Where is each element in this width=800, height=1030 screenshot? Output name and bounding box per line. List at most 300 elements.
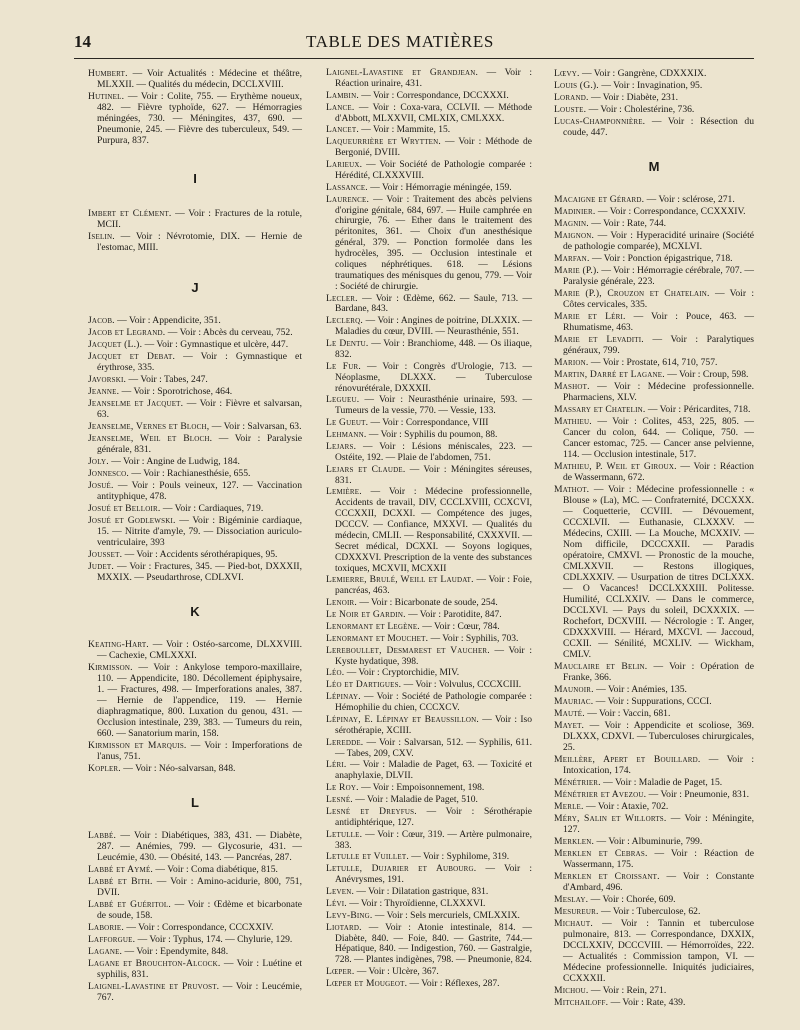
entry-references: — Voir : Hémorragie méningée, 159. (367, 182, 512, 193)
entry-author: Léo et Dartigues. (326, 680, 402, 691)
index-entry (326, 646, 532, 668)
entry-references: — Voir : Œdème et bicarbonate de soude, 158. (97, 899, 302, 921)
entry-references: — Voir : Leucémie, 767. (97, 981, 302, 1003)
page-title: TABLE DES MATIÈRES (306, 32, 494, 51)
entry-references: — Voir : Diabétiques, 383, 431. — Diabète, 287. — Anémies, 799. — Glycosurie, 431. — Leucémie, 430. — Obésité, 143. — Pancréas, 287. (97, 830, 302, 863)
entry-author: Lenormant et Legène. (326, 621, 420, 632)
entry-author: Letulle, Dujarier et Aubourg. (326, 864, 477, 875)
entry-author: Léri. (326, 760, 347, 771)
index-entry (88, 231, 302, 253)
entry-author: Lœper et Mougeot. (326, 979, 408, 989)
index-entry (326, 830, 532, 852)
index-entry (554, 871, 754, 893)
index-entry (88, 208, 302, 230)
entry-references: — Voir : Salvarsan, 63. (209, 421, 302, 432)
entry-references: — Voir : Appendicite et scoliose, 369. DLXXX, CDXVI. — Tuberculoses chirurgicales, 25. (563, 720, 754, 753)
entry-author: Kopler. (88, 763, 121, 774)
entry-references: — Voir : Réflexes, 287. (407, 979, 500, 989)
entry-references: — Voir : Côtes cervicales, 335. (563, 288, 754, 310)
entry-author: Lejars. (326, 441, 357, 452)
index-entry (88, 549, 302, 560)
section-letter-i: I (193, 171, 197, 186)
index-entry (554, 985, 754, 996)
section-letter-l: L (191, 795, 199, 810)
index-entry (88, 386, 302, 397)
entry-references: — Voir : Ataxie, 702. (583, 801, 669, 812)
entry-references: — Voir : Pneumonie, 831. (646, 789, 750, 800)
entry-references: — Voir : Anémies, 135. (593, 684, 687, 695)
entry-author: Mauclaire et Belin. (554, 661, 648, 672)
column-left (88, 68, 302, 1004)
entry-references: — Voir : Volvulus, CCCXCIII. (401, 680, 522, 691)
entry-author: Lépinay. (326, 692, 361, 703)
entry-author: Maunoir. (554, 684, 594, 695)
index-entry (554, 461, 754, 483)
entry-references: — Voir : Mammite, 15. (358, 125, 451, 136)
index-entry (326, 160, 532, 182)
entry-author: Jacquet (L.). (88, 339, 143, 350)
index-entry (326, 864, 532, 886)
index-entry (88, 374, 302, 385)
index-entry (554, 801, 754, 812)
index-entry (554, 218, 754, 229)
entry-author: Lecler. (326, 293, 358, 304)
entry-references: — Voir : Vaccin, 681. (584, 708, 671, 719)
entry-references: — Voir : Branchiome, 448. — Os iliaque, 832. (335, 339, 532, 360)
index-entry (326, 125, 532, 136)
index-entry (554, 836, 754, 847)
index-entry (554, 416, 754, 460)
entry-references: — Voir : Croup, 598. (664, 369, 749, 380)
index-entry (88, 934, 302, 945)
section-letter-k: K (190, 604, 200, 619)
entry-references: — Voir : Rein, 271. (588, 985, 667, 996)
entry-references: — Voir : Coxa-vara, CCLVII. — Méthode d'Abbott, MLXXVII, CMLXIX, CMLXXX. (335, 102, 532, 124)
entry-author: Laignel-Lavastine et Grandjean. (326, 68, 479, 78)
index-entry (88, 398, 302, 420)
index-entry (554, 906, 754, 917)
entry-references: — Voir : Tabes, 247. (126, 374, 208, 385)
index-entry (326, 395, 532, 417)
entry-references: — Voir : Bicarbonate de soude, 254. (356, 598, 498, 609)
entry-references: — Voir : Correspondance, VIII (368, 418, 489, 429)
entry-references: — Voir : Opération de Franke, 366. (563, 661, 754, 683)
entry-references: — Voir : Pouce, 463. — Rhumatisme, 463. (563, 311, 755, 333)
index-entry (554, 997, 754, 1008)
index-entry (326, 967, 532, 978)
entry-references: — Voir : Ulcère, 367. (354, 967, 439, 978)
index-entry (326, 442, 532, 464)
entry-author: Marie (P.), Crouzon et Chatelain. (554, 288, 710, 299)
index-entry (554, 253, 754, 264)
entry-author: Mathieu, P. Weil et Giroux. (554, 461, 677, 472)
index-entry (88, 68, 302, 90)
entry-author: Laqueurrière et Wrytten. (326, 137, 441, 148)
entry-references: — Voir : Rate, 744. (588, 218, 667, 229)
entry-references: — Voir : Thyroïdienne, CLXXXVI. (346, 898, 486, 909)
entry-author: Letulle. (326, 829, 363, 840)
entry-references: — Voir : Fièvre et salvarsan, 63. (97, 398, 302, 420)
index-entry (88, 315, 302, 326)
index-entry (326, 362, 532, 395)
index-entry (326, 294, 532, 316)
index-entry (326, 979, 532, 990)
entry-author: Leven. (326, 887, 355, 897)
index-entry (88, 351, 302, 373)
entry-references: — Voir : Intoxication, 174. (563, 754, 754, 776)
entry-references: — Voir : Maladie de Paget, 63. — Toxicité et anaphylaxie, DLVII. (335, 760, 532, 782)
entry-references: — Voir : Chorée, 609. (588, 894, 676, 905)
entry-references: — Voir Société de Pathologie comparée : Hérédité, CLXXXVIII. (335, 160, 532, 181)
index-entry (554, 311, 754, 333)
index-entry (554, 68, 754, 79)
entry-references: — Voir : Suppurations, CCCI. (593, 696, 712, 707)
entry-references: — Voir : Syphilome, 319. (408, 852, 510, 863)
entry-references: — Voir : Luétine et syphilis, 831. (97, 958, 302, 980)
entry-author: Lancet. (326, 125, 359, 136)
index-entry (326, 783, 532, 794)
entry-references: — Voir : Angines de poitrine, DLXXIX. — Maladies du cœur, DVIII. — Neurasthénie, 551. (335, 316, 532, 338)
entry-references: — Voir : Traitement des abcès pelviens d'origine génitale, 684, 697. — Huile camphrée en chirurgie, 76. — Ether dans le traitement des péritonites, 361. — Choix d'un anesthésique général, 379. — Ponction formolée dans les hydrocèles, 395. — Occlusion intestinale et coliques néphrétiques. 618. — Lésions traumatiques des ménisques du genou, 779. — Voir : Société de chirurgie. (335, 194, 532, 292)
index-entry (326, 622, 532, 633)
entry-author: Mesureur. (554, 906, 599, 917)
entry-author: Marie et Levaditi. (554, 334, 644, 345)
entry-references: — Voir : Paralysie générale, 831. (97, 433, 302, 455)
entry-author: Lagane. (88, 946, 123, 957)
entry-references: — Voir : Coma diabétique, 815. (153, 864, 278, 875)
entry-author: Merklen et Cebras. (554, 848, 648, 859)
entry-references: — Voir : Anévrysmes, 191. (335, 864, 532, 886)
entry-references: — Voir : Cryptorchidie, MIV. (344, 668, 460, 679)
entry-author: Lesné. (326, 795, 353, 805)
index-entry (326, 807, 532, 829)
index-entry (88, 421, 302, 432)
index-entry (326, 668, 532, 679)
entry-references: — Voir : Correspondance, CCCXXIV. (123, 922, 274, 933)
index-entry (326, 465, 532, 487)
entry-author: Kirmisson. (88, 662, 133, 673)
entry-author: Mauriac. (554, 696, 594, 707)
entry-references: — Voir : Médecine professionnelle : « Blouse » (La), MC. — Confraternité, DCCXXX. — Coquetterie, CCVIII. — Dévouement, CCCXLVII. — Euthanasie, CLXXXV. — Médecins, CXIII. — La Mouche, MCXXIV. — Nom difficile, DCCCXXII. — Paradis opératoire, CMXVI. — Pronostic de la mouche, CMLXXVII. — Restons illogiques, CDLXXXIV. — Usurpation de titres DCLXXX. — O Vacances! DCCLXXXIII. Politesse. Humilité, CCLXXIV. — Dans le commerce, DCCLXVI. — Pays du soleil, DCXXXIX. — Rochefort, DCXVIII. — Nécrologie : T. Anger, CDXXXVIII. — Hérard, MXCVI. — Jaccoud, CCXII. — Sénilité, MCXLIV. — Wickham, CMLV. (563, 484, 754, 660)
index-entry (554, 484, 754, 660)
entry-author: Keating-Hart. (88, 639, 149, 650)
entry-references: — Voir : Tuberculose, 62. (598, 906, 701, 917)
index-entry (326, 598, 532, 609)
entry-author: Imbert et Clément. (88, 208, 172, 219)
entry-references: — Voir : Empoisonnement, 198. (358, 783, 485, 794)
entry-references: — Voir : Société de Pathologie comparée : Hémophilie du chien, CCCXCV. (335, 692, 532, 713)
entry-references: — Voir : Abcès du cerveau, 752. (165, 327, 293, 338)
entry-author: Leredde. (326, 737, 364, 748)
entry-author: Jeanselme et Jacquet. (88, 398, 184, 409)
entry-references: — Voir : Diabète, 231. (588, 92, 679, 103)
entry-references: — Voir : Amino-acidurie, 800, 751, DVII. (97, 876, 303, 898)
entry-author: Louis (G.). (554, 80, 599, 91)
entry-author: Mathot. (554, 484, 590, 495)
entry-references: — Voir : Ponction épigastrique, 718. (589, 253, 733, 264)
entry-references: — Voir : Sérothérapie antidiphtérique, 127. (335, 806, 532, 828)
entry-author: Josué. (88, 480, 114, 491)
entry-references: — Voir : Péricardites, 718. (645, 404, 751, 415)
entry-references: — Voir : Cardiaques, 719. (160, 503, 264, 514)
entry-author: Meslay. (554, 894, 589, 905)
index-entry (554, 369, 754, 380)
index-entry (554, 104, 754, 115)
entry-author: Liotard. (326, 922, 362, 933)
entry-references: — Voir : Kyste hydatique, 398. (335, 645, 532, 667)
entry-author: Lœvy. (554, 68, 580, 79)
index-entry (554, 813, 754, 835)
entry-references: — Voir : Ankylose temporo-maxillaire, 110. — Appendicite, 180. Décollement épiphysaire, 1. — Fractures, 498. — Imperforations anales, 387. — Hernie de l'appendice, 119. — Hernie diaphragmatique, 800. Luxation du genou, 431. — Occlusion intestinale, 239, 383. — Tumeurs du rein, 660. — Sanatorium marin, 158. (97, 662, 302, 739)
entry-author: Lœper. (326, 967, 355, 978)
entry-author: Magnin. (554, 218, 589, 229)
section-letter-j: J (191, 280, 199, 295)
entry-author: Josué et Belloir. (88, 503, 161, 514)
entry-references: — Voir : Méningite, 127. (563, 813, 754, 835)
entry-author: Letulle et Vuillet. (326, 852, 409, 863)
entry-author: Lesné et Dreyfus. (326, 806, 417, 817)
entry-references: — Voir : Lésions méniscales, 223. — Ostéite, 192. — Plaie de l'abdomen, 751. (335, 441, 532, 463)
entry-references: — Voir : Cœur, 319. — Artère pulmonaire, 383. (335, 829, 532, 851)
entry-author: Lafforgue. (88, 934, 136, 945)
entry-author: Maignon. (554, 230, 595, 241)
index-entry (326, 634, 532, 645)
entry-author: Ménétrier. (554, 777, 601, 788)
index-entry (88, 958, 302, 980)
index-entry (326, 418, 532, 429)
entry-references: — Voir : Sporotrichose, 464. (119, 386, 233, 397)
index-entry (88, 468, 302, 479)
entry-references: — Voir : Fractures, 345. — Pied-bot, DXXXII, MXXIX. — Pseudarthrose, CDLXVI. (97, 561, 302, 583)
index-entry (554, 720, 754, 753)
entry-references: — Voir : Syphilis du poumon, 88. (366, 430, 498, 440)
index-entry (554, 92, 754, 103)
entry-references: — Voir : sclérose, 271. (644, 194, 735, 205)
entry-references: — Voir : Néo-salvarsan, 848. (120, 763, 236, 774)
index-entry (326, 852, 532, 863)
entry-author: Le Gueut. (326, 418, 369, 429)
entry-references: — Voir : Gymnastique et érythrose, 335. (97, 351, 302, 373)
entry-author: Jeanselme, Vernes et Bloch, (88, 421, 210, 432)
index-entry (326, 610, 532, 621)
entry-references: — Voir : Réaction de Wassermann, 175. (563, 848, 754, 870)
index-entry (326, 316, 532, 338)
entry-author: Lereboullet, Desmarest et Vaucher. (326, 645, 490, 656)
index-entry (554, 777, 754, 788)
entry-references: — Voir : Appendicite, 351. (114, 315, 221, 326)
entry-references: — Voir : Rachianesthésie, 655. (129, 468, 251, 479)
index-entry (326, 430, 532, 441)
entry-references: — Voir : Iso sérothérapie, XCIII. (335, 714, 532, 736)
index-entry (88, 503, 302, 514)
index-entry (326, 923, 532, 967)
entry-author: Méry, Salin et Willorts. (554, 813, 667, 824)
entry-author: Merklen. (554, 836, 595, 847)
entry-author: Meillère, Apert et Bouillard. (554, 754, 701, 765)
entry-author: Lenoir. (326, 598, 357, 609)
entry-author: Humbert. (88, 68, 128, 79)
entry-author: Madinier. (554, 206, 596, 217)
entry-author: Mitchailoff. (554, 997, 609, 1008)
entry-author: Massary et Chatelin. (554, 404, 646, 415)
index-entry (88, 946, 302, 957)
entry-author: Lagane et Brouchton-Alcock. (88, 958, 221, 969)
index-entry (554, 357, 754, 368)
entry-author: Lépinay, E. Lépinay et Beaussillon. (326, 714, 479, 725)
index-entry (88, 456, 302, 467)
index-entry (554, 116, 754, 138)
entry-references: — Voir : Cœur, 784. (419, 621, 500, 632)
entry-references: — Voir : Neurasthénie urinaire, 593. — Tumeurs de la vessie, 770. — Vessie, 133. (335, 395, 532, 417)
index-entry (326, 137, 532, 159)
index-entry (326, 103, 532, 125)
entry-references: — Voir : Colites, 453, 225, 805. — Cancer du colon, 644. — Colique, 750. — Cancer estomac, 725. — Cancer anse pelvienne, 114. — Occlusion intestinale, 517. (563, 416, 754, 460)
index-entry (88, 480, 302, 502)
entry-references: — Voir : Ostéo-sarcome, DLXXVIII. — Cachexie, CMLXXXI. (97, 639, 302, 661)
entry-references: — Voir : Dilatation gastrique, 831. (354, 887, 489, 897)
index-entry (88, 327, 302, 338)
entry-author: Marie (P.). (554, 265, 599, 276)
index-entry (88, 339, 302, 350)
entry-author: Labbé et Guéritol. (88, 899, 172, 910)
entry-references: — Voir : Colite, 755. — Erythème noueux, 482. — Fièvre typhoïde, 627. — Hémorragies méningées, 730. — Méningites, 437, 690. — Pneumonie, 245. — Fièvre des tuberculeux, 549. — Purpura, 837. (97, 91, 302, 146)
entry-author: Lemierre, Brulé, Weill et Laudat. (326, 575, 474, 586)
index-entry (88, 561, 302, 583)
entry-references: — Voir : Médecine professionnelle. Pharmaciens, XLV. (563, 381, 754, 403)
section-letter-m: M (648, 159, 660, 174)
entry-references: — Voir : Correspondance, DCCXXXI. (358, 90, 509, 101)
index-entry (88, 91, 302, 146)
index-entry (326, 715, 532, 737)
entry-author: Josué et Godlewski. (88, 515, 176, 526)
index-entry (554, 848, 754, 870)
index-entry (554, 230, 754, 252)
entry-references: — Voir : Albuminurie, 799. (594, 836, 703, 847)
entry-references: — Voir : Rate, 439. (608, 997, 686, 1008)
entry-author: Louste. (554, 104, 587, 115)
entry-references: — Voir : Réaction urinaire, 431. (335, 68, 532, 89)
entry-author: Macaigne et Gérard. (554, 194, 645, 205)
entry-author: Lenormant et Mouchet. (326, 633, 429, 644)
entry-author: Levy-Bing. (326, 910, 373, 921)
index-entry (326, 760, 532, 782)
entry-references: — Voir : Hyperacidité urinaire (Société de pathologie comparée), MCXLVI. (563, 230, 754, 252)
entry-author: Martin, Darré et Lagane. (554, 369, 665, 380)
index-entry (554, 80, 754, 91)
entry-references: — Voir : Congrès d'Urologie, 713. — Néoplasme, DLXXX. — Tuberculose rénovurétérale, DXXXII. (335, 361, 532, 394)
entry-references: — Voir : Œdème, 662. — Saule, 713. — Bardane, 843. (335, 293, 532, 315)
entry-references: — Voir Actualités : Médecine et théâtre, MLXXII. — Qualités du médecin, DCCLXVIII. (97, 68, 302, 90)
entry-references: — Voir : Névrotomie, DIX. — Hernie de l'estomac, MIII. (97, 231, 302, 253)
index-entry (88, 639, 302, 661)
index-entry (88, 830, 302, 863)
entry-author: Jeanselme, Weil et Bloch. (88, 433, 213, 444)
index-entry (326, 339, 532, 361)
entry-references: — Voir : Invagination, 95. (598, 80, 703, 91)
index-entry (88, 433, 302, 455)
index-entry (88, 515, 302, 548)
page-number: 14 (74, 32, 91, 51)
entry-references: — Voir : Paralytiques généraux, 799. (563, 334, 755, 356)
entry-author: Lejars et Claude. (326, 464, 406, 475)
index-entry (554, 894, 754, 905)
entry-author: Laurence. (326, 194, 370, 205)
index-entry (88, 876, 302, 898)
entry-references: — Voir : Accidents sérothérapiques, 95. (122, 549, 278, 560)
entry-references: — Voir : Cholestérine, 736. (586, 104, 695, 115)
index-entry (554, 661, 754, 683)
entry-references: — Voir : Hémorragie cérébrale, 707. — Paralysie générale, 223. (563, 265, 754, 287)
entry-references: — Voir : Prostate, 614, 710, 757. (588, 357, 718, 368)
index-entry (554, 404, 754, 415)
entry-author: Lance. (326, 102, 355, 113)
entry-references: — Voir : Méthode de Bergonié, DVIII. (335, 137, 532, 159)
index-entry (554, 754, 754, 776)
entry-author: Le Fur. (326, 361, 361, 372)
entry-author: Jacob. (88, 315, 115, 326)
entry-author: Ménétrier et Avezou. (554, 789, 647, 800)
index-entry (326, 692, 532, 714)
entry-references: — Voir : Réaction de Wassermann, 672. (563, 461, 754, 483)
entry-author: Joly. (88, 456, 109, 467)
entry-author: Lorand. (554, 92, 589, 103)
entry-author: Mathieu. (554, 416, 592, 427)
entry-author: Leclerq. (326, 316, 363, 327)
entry-references: — Voir : Syphilis, 703. (428, 633, 519, 644)
entry-author: Lehmann. (326, 430, 367, 440)
index-entry (88, 763, 302, 774)
index-entry (326, 183, 532, 194)
index-entry (554, 206, 754, 217)
entry-references: — Voir : Pouls veineux, 127. — Vaccination antityphique, 478. (97, 480, 302, 502)
entry-author: Lemière. (326, 487, 362, 498)
index-entry (326, 911, 532, 922)
index-entry (326, 91, 532, 102)
entry-author: Lassance. (326, 182, 368, 193)
entry-author: Marfan. (554, 253, 590, 264)
entry-author: Hutinel. (88, 91, 125, 102)
entry-references: — Voir : Typhus, 174. — Chylurie, 129. (135, 934, 293, 945)
entry-references: — Voir : Imperforations de l'anus, 751. (97, 740, 302, 762)
index-entry (88, 922, 302, 933)
entry-author: Michou. (554, 985, 589, 996)
entry-references: — Voir : Maladie de Paget, 510. (352, 795, 478, 805)
entry-references: — Voir : Angine de Ludwig, 184. (108, 456, 240, 467)
index-entry (326, 487, 532, 574)
header-rule (74, 58, 754, 59)
entry-author: Marie et Léri. (554, 311, 626, 322)
entry-author: Merle. (554, 801, 584, 812)
entry-author: Labbé et Bith. (88, 876, 153, 887)
entry-author: Jeanne. (88, 386, 120, 397)
index-entry (326, 899, 532, 910)
entry-author: Lambin. (326, 90, 359, 101)
entry-author: Labbé et Aymé. (88, 864, 154, 875)
index-entry (326, 887, 532, 898)
entry-references: — Voir : Correspondance, CCXXXIV. (595, 206, 746, 217)
entry-author: Lévi. (326, 898, 347, 909)
column-right (554, 68, 754, 1009)
entry-author: Legueu. (326, 395, 360, 406)
entry-author: Javorski. (88, 374, 127, 385)
entry-references: — Voir : Médecine professionnelle, Accidents de travail, DIV, CCCLXVIII, CCXCVI, CCCXXII, DCXXI. — Compétence des juges, DCCCV. — Confiance, MXXVI. — Qualités du médecin, CMLII. — Responsabilité, CXXXVII. — Secret médical, DCXXI. — Soyons logiques, CDXXXVI. Prescription de la vente des substances toxiques, MCXVII, MCXXII (335, 487, 532, 574)
entry-author: Labbé. (88, 830, 117, 841)
entry-references: — Voir : Gangrène, CDXXXIX. (579, 68, 707, 79)
index-entry (88, 981, 302, 1003)
entry-author: Mayet. (554, 720, 585, 731)
entry-author: Michaut. (554, 918, 593, 929)
entry-author: Mauté. (554, 708, 585, 719)
